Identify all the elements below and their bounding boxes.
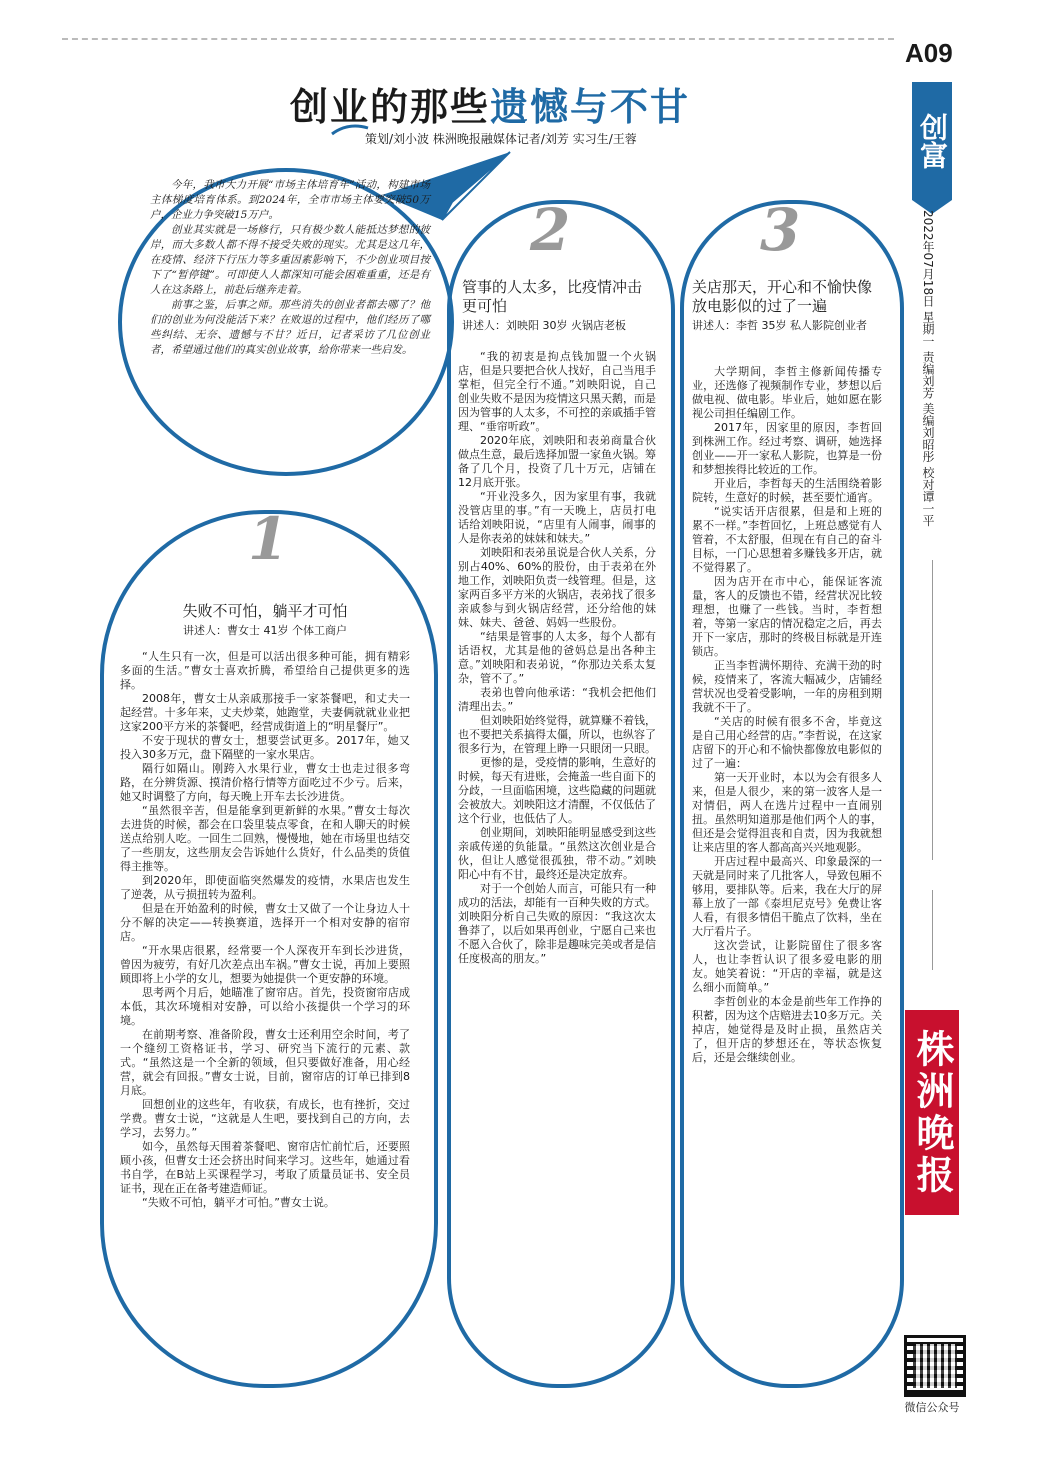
paragraph: 但是在开始盈利的时候，曹女士又做了一个让身边人十分不解的决定——转换赛道，选择开一个相对安静的宿帘店。 (120, 902, 410, 943)
story-1-speaker: 讲述人：曹女士 41岁 个体工商户 (183, 624, 347, 637)
newspaper-logo: 株洲晚报 (905, 1010, 959, 1215)
story-2-header (462, 278, 652, 333)
intro-paragraph: 今年，我市大力开展“市场主体培育年”活动，构建市场主体梯度培育体系。到2024年，全市市场主体要突破50万户，企业力争突破15万户。 (150, 179, 430, 221)
story-1-header (130, 602, 400, 638)
paragraph: 刘映阳和表弟虽说是合伙人关系，分别占40%、60%的股份，由于表弟在外地工作，刘映阳负责一线管理。但是，这家两百多平方米的火锅店，表弟找了很多亲戚参与到火锅店经营，还分给他的妹妹、妹夫、爸爸、妈妈一些股份。 (458, 546, 656, 629)
story-1-body (120, 650, 410, 1210)
top-divider (62, 38, 894, 40)
paragraph: 隔行如隔山。刚跨入水果行业，曹女士也走过很多弯路，在分辨货源、摸清价格行情等方面吃过不少亏。后来，她又时调整了方向，每天晚上开车去长沙进货。 (120, 762, 410, 803)
story-2-speaker: 讲述人：刘映阳 30岁 火锅店老板 (462, 319, 626, 332)
story-3-body (692, 365, 882, 1065)
paragraph: 思考两个月后，她瞄准了窗帘店。首先，投资窗帘店成本低，其次环境相对安静，可以给小孩提供一个学习的环境。 (120, 986, 410, 1027)
story-3-speaker: 讲述人：李哲 35岁 私人影院创业者 (692, 319, 867, 332)
paragraph: “开水果店很累，经常要一个人深夜开车到长沙进货，曾因为疲劳，有好几次差点出车祸。”曹女士说，再加上要照顾即将上小学的女儿，想要为她提供一个更安静的环境。 (120, 944, 410, 985)
story-2-title: 管事的人太多，比疫情冲击更可怕 (462, 278, 643, 315)
side-divider-lower (932, 890, 933, 970)
qr-caption: 微信公众号 (904, 1401, 960, 1414)
paragraph: 大学期间，李哲主修新闻传播专业，还选修了视频制作专业，梦想以后做电视、做电影。毕业后，她如愿在影视公司担任编剧工作。 (692, 365, 882, 420)
story-1-title: 失败不可怕，躺平才可怕 (182, 602, 348, 620)
paragraph: “我的初衷是拘点钱加盟一个火锅店，但是只要把合伙人找好，自己当甩手掌柜，但完全行不通。”刘映阳说，自己创业失败不是因为疫情这只黑天鹅，而是因为管事的人太多，不可控的亲戚插手管理、“垂帘听政”。 (458, 350, 656, 433)
paragraph: 不安于现状的曹女士，想要尝试更多。2017年，她又投入30多万元，盘下隔壁的一家水果店。 (120, 734, 410, 761)
paragraph: “失败不可怕，躺平才可怕。”曹女士说。 (142, 1196, 335, 1209)
headline-blue: 遗憾与不甘 (490, 85, 691, 129)
paragraph: “开业没多久，因为家里有事，我就没管店里的事。”有一天晚上，店员打电话给刘映阳说，“店里有人闹事，闹事的人是你表弟的妹妹和妹夫。” (458, 490, 656, 545)
story-3-title: 关店那天，开心和不愉快像放电影似的过了一遍 (692, 278, 873, 315)
story-2-body (458, 350, 656, 966)
paragraph: 在前期考察、准备阶段，曹女士还利用空余时间，考了一个缝纫工资格证书，学习、研究当下流行的元素、款式。“虽然这是一个全新的领域，但只要做好准备，用心经营，就会有回报。”曹女士说，目前，窗帘店的订单已排到8月底。 (120, 1028, 410, 1097)
paragraph: 表弟也曾向他承诺：“我机会把他们清理出去。” (458, 686, 656, 713)
byline: 策划/刘小波 株洲晚报融媒体记者/刘芳 实习生/王蓉 (365, 132, 637, 146)
paragraph: 2008年，曹女士从亲戚那接手一家茶餐吧，和丈夫一起经营。十多年来，丈夫炒菜，她跑堂，夫妻俩就就业业把这家200平方米的茶餐吧，经营成街道上的“明星餐厅”。 (120, 692, 410, 733)
story-2-number: 2 (530, 196, 571, 264)
paragraph: 对于一个创始人而言，可能只有一种成功的活法，却能有一百种失败的方式。刘映阳分析自己失败的原因：“我这次太鲁莽了，以后如果再创业，宁愿自己来也不愿入合伙了，除非是趣味完美或者是信任度极高的朋友。” (458, 882, 656, 965)
paragraph: 第一天开业时，本以为会有很多人来，但是人很少，来的第一波客人是一对情侣，两人在选片过程中一直闹别扭。虽然明知道那是他们两个人的事，但还是会觉得沮丧和自责，因为我就想让来店里的客人都高高兴兴地观影。 (692, 771, 882, 854)
story-3-number: 3 (760, 196, 801, 264)
paragraph: 创业期间，刘映阳能明显感受到这些亲戚传递的负能量。“虽然这次创业是合伙，但让人感觉很孤独，带不动。”刘映阳心中有不甘，最终还是决定放弃。 (458, 826, 656, 881)
paragraph: 回想创业的这些年，有收获，有成长，也有挫折，交过学费。曹女士说，“这就是人生吧，要找到自己的方向，去学习，去努力。” (120, 1098, 410, 1139)
paragraph: “结果是管事的人太多，每个人都有话语权，尤其是他的爸妈总是出各种主意。”刘映阳和表弟说，“你那边关系太复杂，管不了。” (458, 630, 656, 685)
issue-meta: 2022年07月18日 星期一 责编刘芳 美编刘昭彤 校对谭一平 (921, 210, 935, 527)
story-1-number: 1 (248, 505, 289, 573)
paragraph: 更惨的是，受疫情的影响，生意好的时候，每天有进账，会掩盖一些自面下的分歧，一旦面临困境，这些隐藏的问题就会被放大。刘映阳这才清醒，不仅低估了这个行业，也低估了人。 (458, 756, 656, 825)
intro-paragraph: 创业其实就是一场修行，只有极少数人能抵达梦想的彼岸，而大多数人都不得不接受失败的现实。尤其是这几年，在疫情、经济下行压力等多重因素影响下，不少创业项目按下了“暂停键”。可即使人人都深知可能会困难重重，还是有人在这条路上，前赴后继奔走着。 (150, 224, 430, 296)
paragraph: 到2020年，即使面临突然爆发的疫情，水果店也发生了逆袭，从亏损扭转为盈利。 (120, 874, 410, 901)
paragraph: 2020年底，刘映阳和表弟商量合伙做点生意，最后选择加盟一家鱼火锅。筹备了几个月，投资了几十万元，店铺在12月底开张。 (458, 434, 656, 489)
paragraph: 如今，虽然每天围着茶餐吧、窗帘店忙前忙后，还要照顾小孩，但曹女士还会挤出时间来学习。这些年，她通过看书自学，在B站上买课程学习，考取了质量员证书、安全员证书，现在正在备考建造师证。 (120, 1140, 410, 1195)
paragraph: “关店的时候有很多不舍，毕竟这是自己用心经营的店。”李哲说，在这家店留下的开心和不愉快都像放电影似的过了一遍： (692, 715, 882, 770)
paragraph: “说实话开店很累，但是和上班的累不一样。”李哲回忆，上班总感觉有人管着，不太舒服，但现在有自己的奋斗目标，一门心思想着多赚钱多开店，就不觉得累了。 (692, 505, 882, 574)
paragraph: 因为店开在市中心，能保证客流量，客人的反馈也不错，经营状况比较理想，也赚了一些钱。当时，李哲想着，等第一家店的情况稳定之后，再去开下一家店，那时的终极目标就是开连锁店。 (692, 575, 882, 658)
page-number: A09 (905, 38, 953, 68)
paragraph: 开店过程中最高兴、印象最深的一天就是同时来了几批客人，导致包厢不够用，要排队等。后来，我在大厅的屏幕上放了一部《泰坦尼克号》免费让客人看，有很多情侣干脆点了饮料，坐在大厅看片子。 (692, 855, 882, 938)
intro-text (150, 178, 430, 358)
paragraph: 李哲创业的本金是前些年工作挣的积蓄，因为这个店赔进去10多万元。关掉店，她觉得是及时止损，虽然店关了，但开店的梦想还在，等状态恢复后，还是会继续创业。 (692, 995, 882, 1064)
qr-code-icon[interactable] (904, 1335, 966, 1397)
paragraph: 这次尝试，让影院留住了很多客人，也让李哲认识了很多爱电影的朋友。她笑着说：“开店的幸福，就是这么细小而简单。” (692, 939, 882, 994)
side-divider (932, 560, 933, 860)
section-label: 创富 (912, 82, 952, 200)
paragraph: 开业后，李哲每天的生活围绕着影院转，生意好的时候，甚至要忙通宵。 (692, 477, 882, 504)
swoosh-icon (330, 120, 370, 140)
paragraph: “虽然很辛苦，但是能拿到更新鲜的水果。”曹女士每次去进货的时候，都会在口袋里装点零食，在和人聊天的时候送点给别人吃。一回生二回熟，慢慢地，她在市场里也结交了一些朋友，这些朋友会告诉她什么货好，什么品类的货值得主推等。 (120, 804, 410, 873)
paragraph: 2017年，因家里的原因，李哲回到株洲工作。经过考察、调研，她选择创业——开一家私人影院，也算是一份和梦想挨得比较近的工作。 (692, 421, 882, 476)
story-3-header (692, 278, 882, 333)
paragraph: 但刘映阳始终觉得，就算赚不着钱，也不要把关系搞得太僵，所以，也纵容了很多行为，在管理上睁一只眼闭一只眼。 (458, 714, 656, 755)
headline-black: 创业的那些 (290, 85, 491, 129)
paragraph: “人生只有一次，但是可以活出很多种可能，拥有精彩多面的生活。”曹女士喜欢折腾，希望给自己提供更多的选择。 (120, 650, 410, 691)
intro-paragraph: 前事之鉴，后事之师。那些消失的创业者都去哪了？他们的创业为何没能活下来？在败退的过程中，他们经历了哪些纠结、无奈、遗憾与不甘？近日，记者采访了几位创业者，希望通过他们的真实创业故事，给你带来一些启发。 (150, 299, 430, 356)
paragraph: 正当李哲满怀期待、充满干劲的时候，疫情来了，客流大幅减少，店铺经营状况也受着受影响，一年的房租到期我就不干了。 (692, 659, 882, 714)
